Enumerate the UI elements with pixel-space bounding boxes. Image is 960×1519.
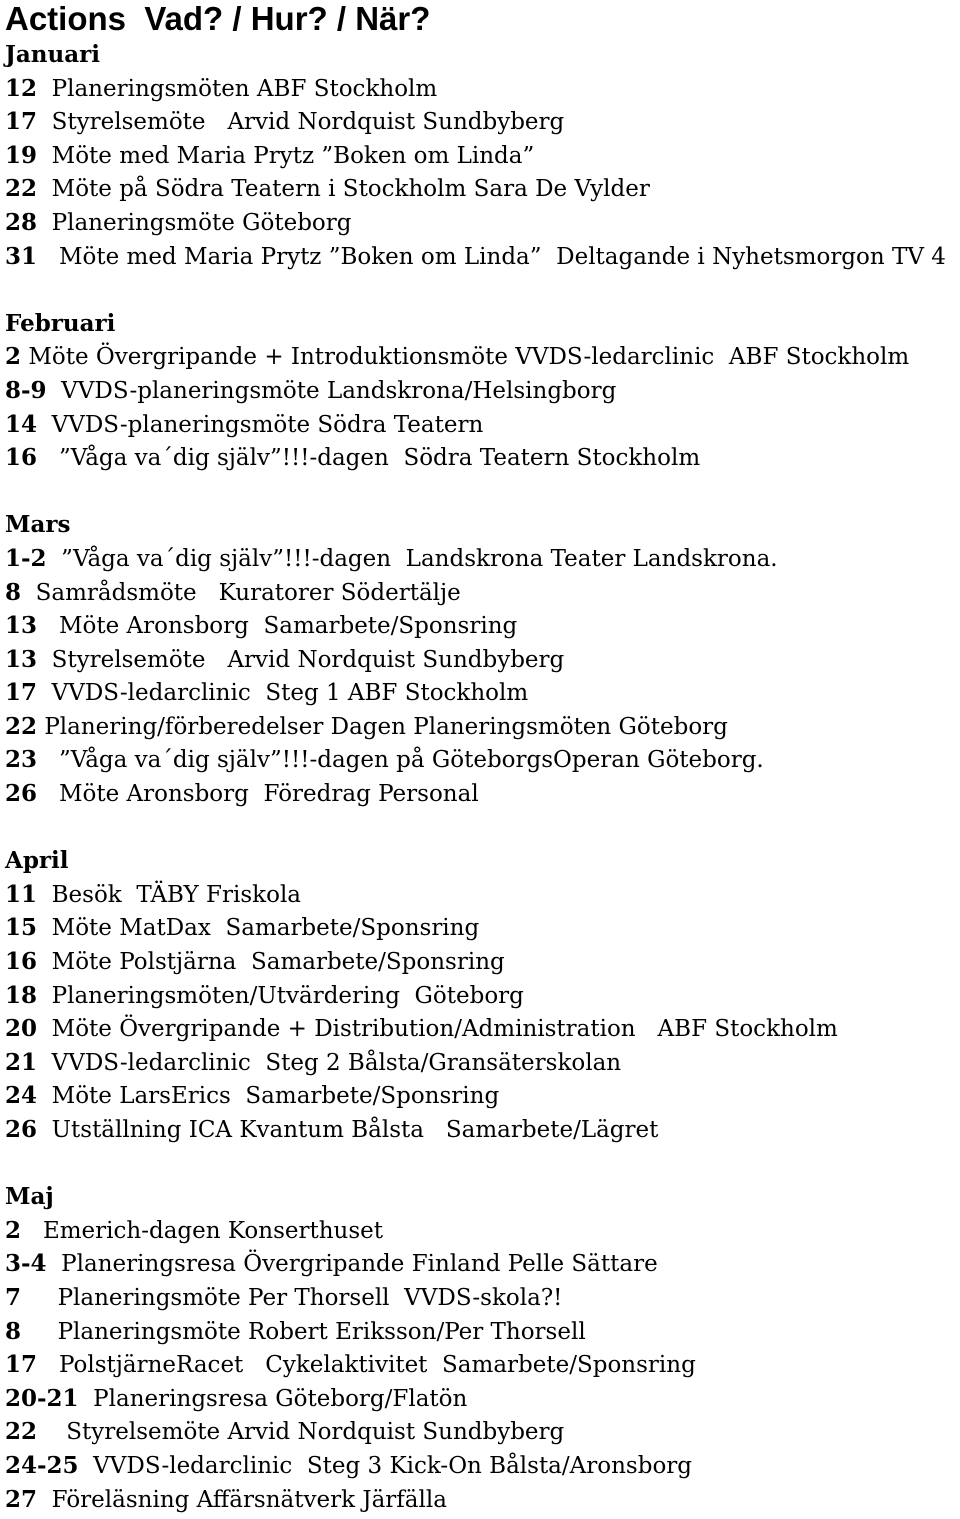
entry-date: 17 — [5, 1351, 38, 1379]
month-section-januari — [5, 38, 955, 273]
schedule-entry — [5, 1483, 955, 1517]
entry-date: 1-2 — [5, 544, 47, 572]
entry-description: Planeringsresa Göteborg/Flatön — [78, 1385, 468, 1412]
entry-date: 20-21 — [5, 1384, 79, 1412]
entry-description: Planeringsmöte Robert Eriksson/Per Thorsell — [21, 1318, 586, 1345]
entry-date: 8-9 — [5, 376, 47, 404]
schedule-entry — [5, 1247, 955, 1281]
entry-description: Föreläsning Affärsnätverk Järfälla — [37, 1486, 447, 1513]
schedule-entry — [5, 1079, 955, 1113]
schedule-entry — [5, 576, 955, 610]
entry-description: Planeringsresa Övergripande Finland Pelle Sättare — [46, 1251, 658, 1278]
schedule-entry — [5, 1315, 955, 1349]
entry-date: 14 — [5, 410, 38, 438]
entry-description: Möte Aronsborg Samarbete/Sponsring — [37, 613, 518, 640]
section-spacer — [5, 1147, 955, 1181]
entry-description: Samrådsmöte Kuratorer Södertälje — [21, 579, 461, 606]
schedule-entry — [5, 206, 955, 240]
schedule-entry — [5, 240, 955, 274]
month-heading: April — [5, 847, 69, 875]
entry-date: 22 — [5, 712, 38, 740]
entry-date: 22 — [5, 175, 38, 203]
entry-date: 21 — [5, 1048, 38, 1076]
entry-description: Möte med Maria Prytz ”Boken om Linda” Deltagande i Nyhetsmorgon TV 4 — [37, 243, 946, 270]
entry-description: ”Våga va´dig själv”!!!-dagen på GöteborgsOperan Göteborg. — [37, 747, 764, 774]
entry-description: Möte på Södra Teatern i Stockholm Sara De Vylder — [37, 176, 650, 203]
month-section-februari — [5, 307, 955, 475]
entry-description: VVDS-ledarclinic Steg 2 Bålsta/Gransäterskolan — [37, 1049, 622, 1076]
entry-description: VVDS-planeringsmöte Södra Teatern — [37, 411, 484, 438]
entry-date: 13 — [5, 645, 38, 673]
entry-date: 22 — [5, 1418, 38, 1446]
entry-date: 12 — [5, 74, 38, 102]
month-heading: Maj — [5, 1183, 54, 1211]
entry-date: 7 — [5, 1283, 22, 1311]
document-page — [5, 0, 955, 1516]
entry-description: Möte Övergripande + Distribution/Administration ABF Stockholm — [37, 1016, 838, 1043]
schedule-entry — [5, 1214, 955, 1248]
entry-description: Möte MatDax Samarbete/Sponsring — [37, 915, 480, 942]
entry-description: Planeringsmöte Göteborg — [37, 209, 352, 236]
entry-date: 2 — [5, 1216, 22, 1244]
entry-description: Planeringsmöten ABF Stockholm — [37, 75, 438, 102]
schedule-entry — [5, 1113, 955, 1147]
month-section-mars — [5, 508, 955, 810]
entry-description: Utställning ICA Kvantum Bålsta Samarbete/Lägret — [37, 1117, 659, 1143]
page-title: Actions Vad? / Hur? / När? — [5, 0, 431, 37]
schedule-entry — [5, 172, 955, 206]
schedule-entry — [5, 139, 955, 173]
entry-description: Planeringsmöten/Utvärdering Göteborg — [37, 982, 524, 1009]
schedule-entry — [5, 676, 955, 710]
schedule-entry — [5, 340, 955, 374]
schedule-entry — [5, 643, 955, 677]
entry-description: VVDS-planeringsmöte Landskrona/Helsingborg — [46, 377, 617, 404]
entry-description: Planeringsmöte Per Thorsell VVDS-skola?! — [21, 1284, 563, 1311]
entry-date: 24 — [5, 1082, 38, 1110]
entry-description: ”Våga va´dig själv”!!!-dagen Landskrona Teater Landskrona. — [46, 545, 778, 572]
entry-description: Styrelsemöte Arvid Nordquist Sundbyberg — [37, 109, 565, 136]
entry-date: 17 — [5, 679, 38, 707]
schedule-entry — [5, 1281, 955, 1315]
entry-description: ”Våga va´dig själv”!!!-dagen Södra Teatern Stockholm — [37, 445, 701, 472]
entry-description: Möte LarsErics Samarbete/Sponsring — [37, 1083, 500, 1110]
entry-description: Möte Övergripande + Introduktionsmöte VVDS-ledarclinic ABF Stockholm — [21, 344, 910, 371]
entry-description: Emerich-dagen Konserthuset — [21, 1217, 384, 1244]
entry-date: 26 — [5, 780, 38, 808]
schedule-entry — [5, 1415, 955, 1449]
entry-date: 18 — [5, 981, 38, 1009]
schedule-entry — [5, 1012, 955, 1046]
schedule-entry — [5, 72, 955, 106]
schedule-entry — [5, 979, 955, 1013]
section-spacer — [5, 273, 955, 307]
schedule-entry — [5, 945, 955, 979]
schedule-entry — [5, 878, 955, 912]
entry-date: 2 — [5, 343, 22, 371]
entry-description: VVDS-ledarclinic Steg 3 Kick-On Bålsta/Aronsborg — [78, 1452, 693, 1479]
entry-description: Möte Aronsborg Föredrag Personal — [37, 781, 479, 808]
entry-date: 13 — [5, 612, 38, 640]
schedule-entry — [5, 408, 955, 442]
schedule-entry — [5, 743, 955, 777]
entry-description: Styrelsemöte Arvid Nordquist Sundbyberg — [37, 646, 565, 673]
entry-date: 23 — [5, 746, 38, 774]
entry-description: PolstjärneRacet Cykelaktivitet Samarbete/Sponsring — [37, 1352, 696, 1379]
schedule-list — [5, 38, 955, 1516]
entry-description: VVDS-ledarclinic Steg 1 ABF Stockholm — [37, 680, 529, 707]
schedule-entry — [5, 1382, 955, 1416]
entry-date: 31 — [5, 242, 38, 270]
entry-date: 16 — [5, 444, 38, 472]
month-section-april — [5, 844, 955, 1146]
entry-date: 28 — [5, 208, 38, 236]
schedule-entry — [5, 105, 955, 139]
section-spacer — [5, 811, 955, 845]
entry-date: 8 — [5, 578, 22, 606]
schedule-entry — [5, 710, 955, 744]
entry-date: 20 — [5, 1015, 38, 1043]
schedule-entry — [5, 777, 955, 811]
entry-date: 11 — [5, 880, 38, 908]
entry-description: Möte Polstjärna Samarbete/Sponsring — [37, 949, 505, 976]
schedule-entry — [5, 911, 955, 945]
entry-description: Möte med Maria Prytz ”Boken om Linda” — [37, 142, 535, 169]
entry-date: 27 — [5, 1485, 38, 1513]
month-heading: Mars — [5, 511, 71, 539]
entry-description: Planering/förberedelser Dagen Planeringsmöten Göteborg — [37, 713, 728, 740]
entry-date: 8 — [5, 1317, 22, 1345]
schedule-entry — [5, 1348, 955, 1382]
section-spacer — [5, 475, 955, 509]
schedule-entry — [5, 1449, 955, 1483]
entry-description: Besök TÄBY Friskola — [37, 881, 302, 908]
entry-date: 15 — [5, 914, 38, 942]
entry-date: 24-25 — [5, 1451, 79, 1479]
entry-date: 16 — [5, 948, 38, 976]
entry-date: 19 — [5, 141, 38, 169]
schedule-entry — [5, 441, 955, 475]
schedule-entry — [5, 609, 955, 643]
month-heading: Januari — [5, 41, 100, 68]
entry-date: 17 — [5, 108, 38, 136]
schedule-entry — [5, 1046, 955, 1080]
entry-date: 26 — [5, 1116, 38, 1143]
month-heading: Februari — [5, 309, 116, 337]
schedule-entry — [5, 542, 955, 576]
entry-description: Styrelsemöte Arvid Nordquist Sundbyberg — [37, 1419, 565, 1446]
entry-date: 3-4 — [5, 1250, 47, 1278]
schedule-entry — [5, 374, 955, 408]
month-section-maj — [5, 1180, 955, 1516]
